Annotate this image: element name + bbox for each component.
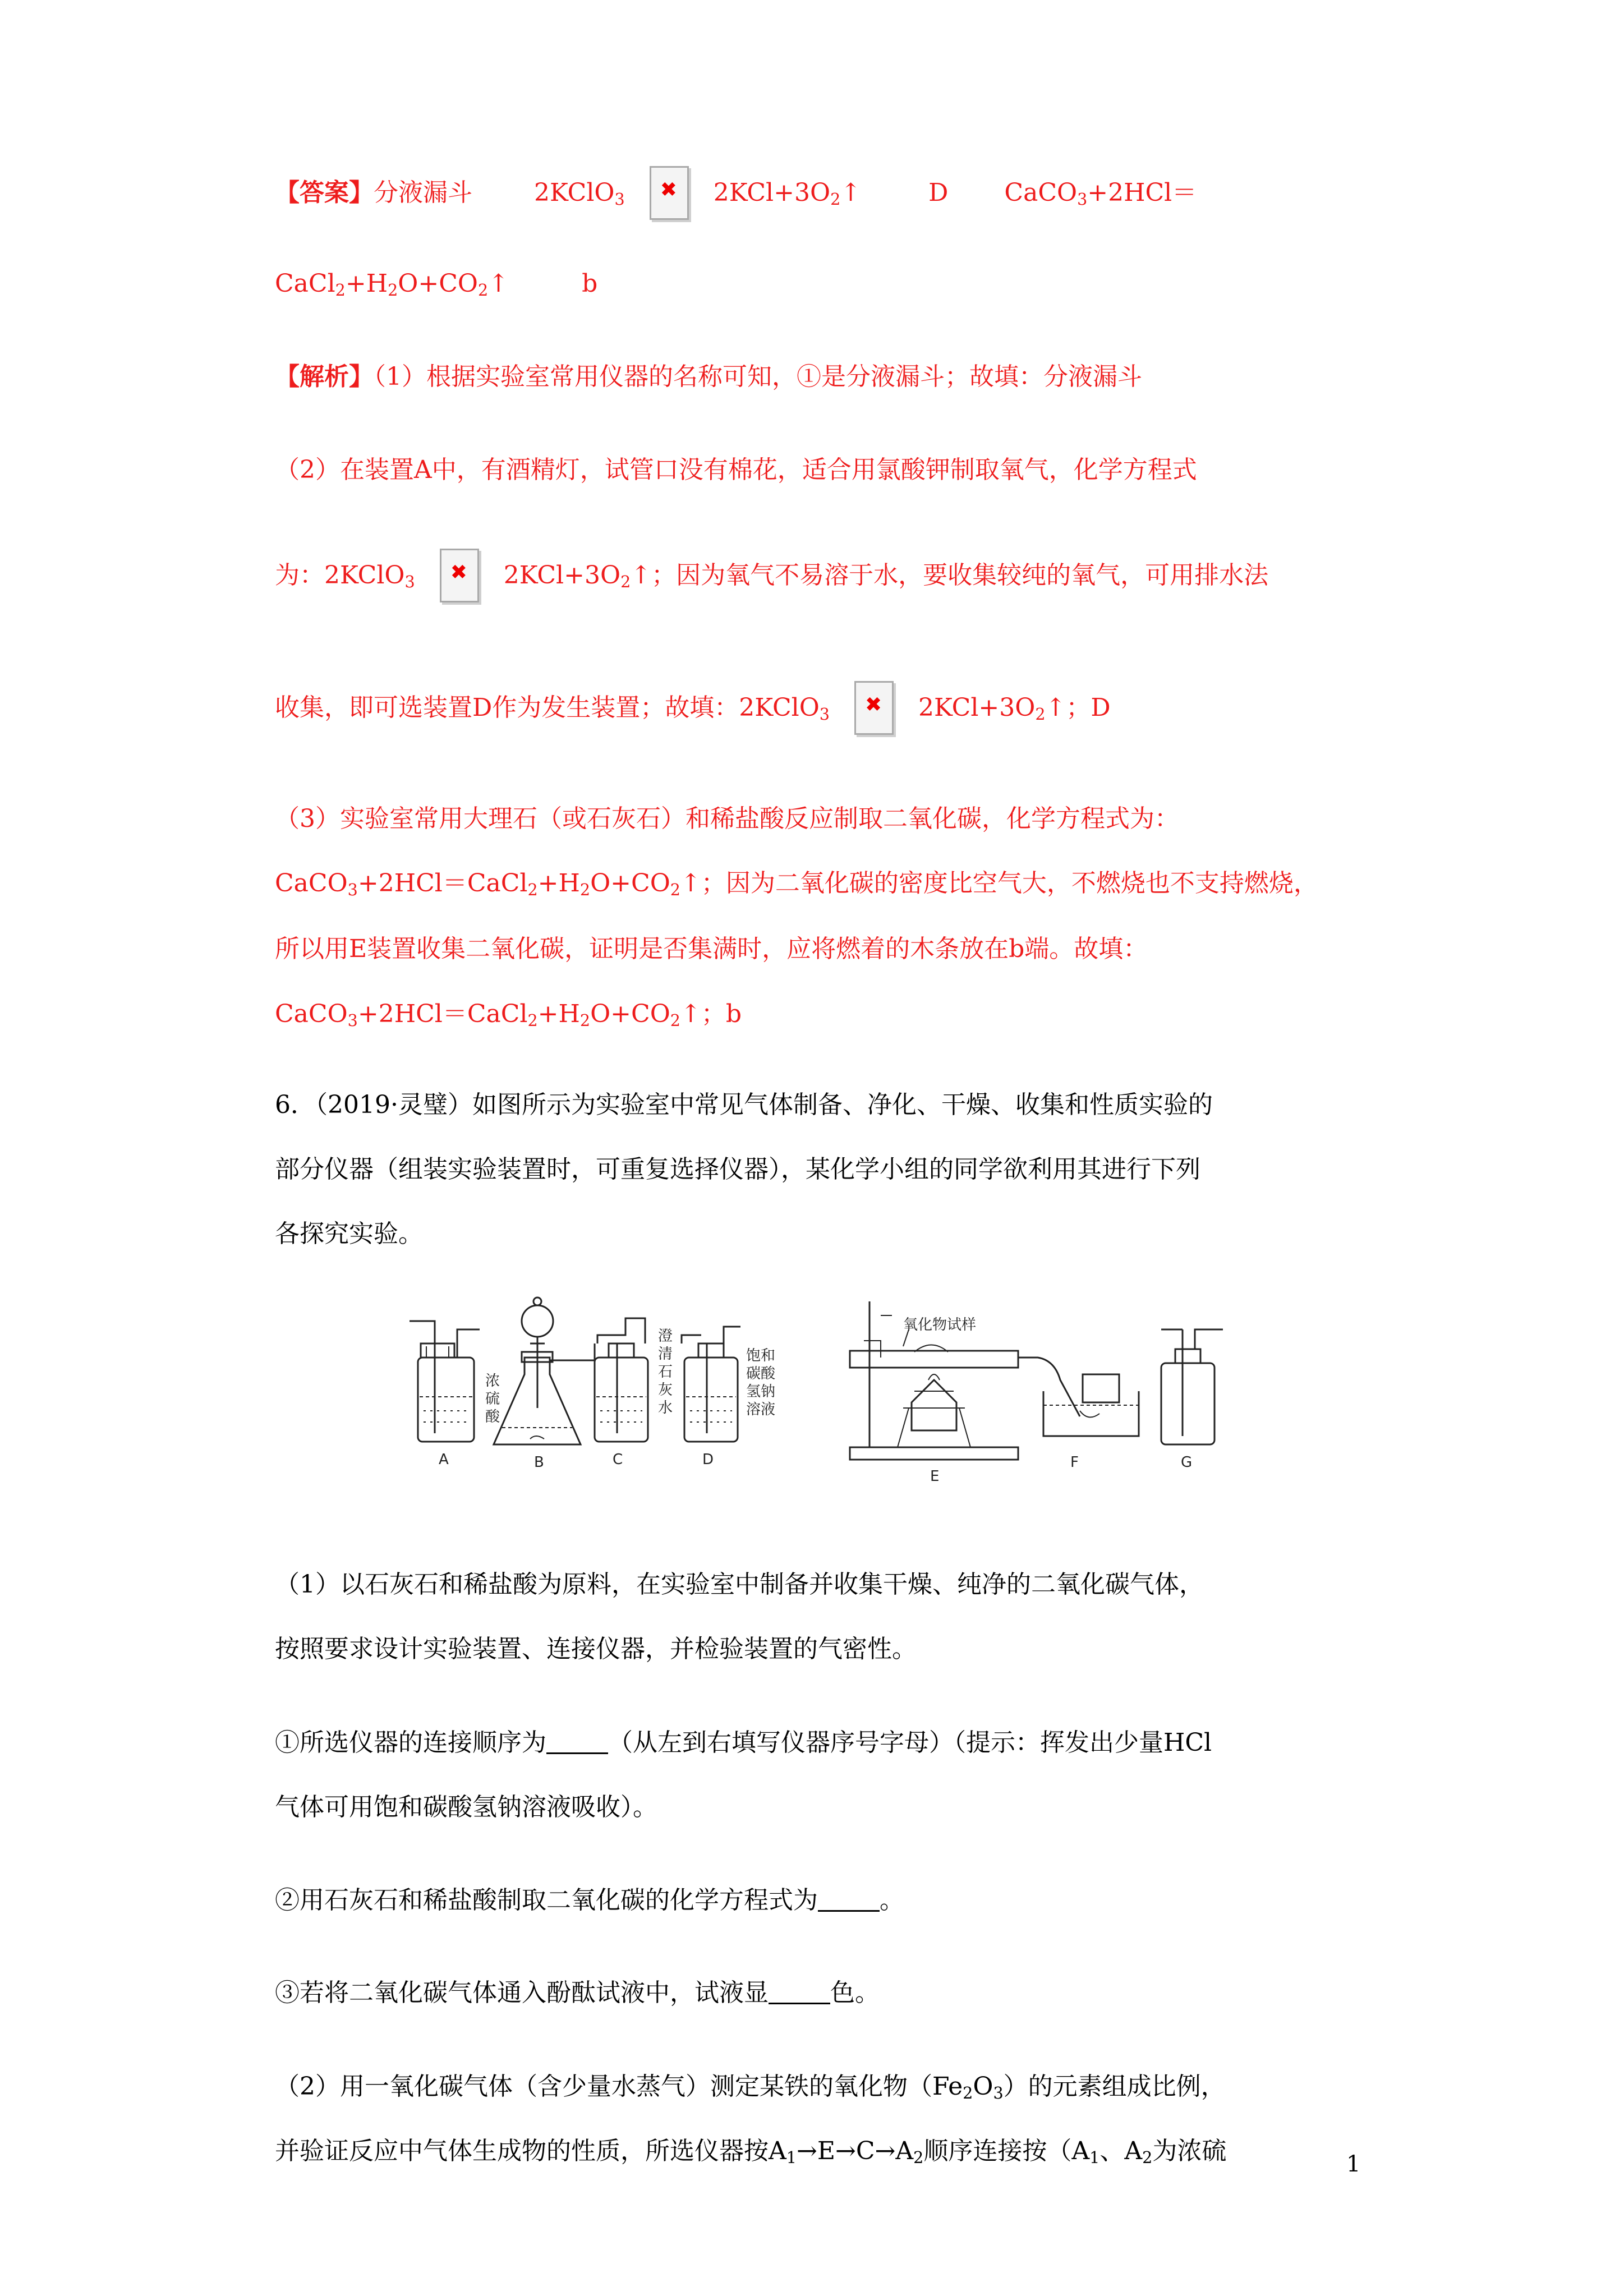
label-c-text-4: 灰 [658,1382,673,1398]
answer-2-formula: 2KClO [534,178,615,207]
formula-tail: +2HCl＝ [1087,178,1197,207]
analysis-p7: 所以用E装置收集二氧化碳，证明是否集满时，应将燃着的木条放在b端。故填： [275,935,1148,963]
question-text: →E→C→A [796,2137,914,2165]
question-text: 、A [1099,2137,1143,2165]
label-a-text-3: 酸 [485,1409,500,1425]
label-e-sample: 氧化物试样 [903,1317,977,1333]
subscript: 2 [527,880,538,900]
analysis-text: （1）根据实验室常用仪器的名称可知，①是分液漏斗；故填：分液漏斗 [374,362,1142,391]
formula-part: O+CO [398,269,478,298]
analysis-text: ↑；D [1045,693,1111,722]
subscript: 2 [670,1011,680,1030]
arrow: ↑ [840,178,862,207]
formula-part: CaCO [275,869,348,898]
subscript: 3 [819,705,830,724]
analysis-p5: （3）实验室常用大理石（或石灰石）和稀盐酸反应制取二氧化碳，化学方程式为： [275,804,1179,833]
subq1-line-2: 按照要求设计实验装置、连接仪器，并检验装置的气密性。 [275,1635,917,1663]
label-d-text-1: 饱和 [746,1347,776,1364]
subscript: 1 [786,2148,797,2168]
analysis-text: 为：2KClO [275,561,405,590]
subscript: 2 [670,880,680,900]
label-e: E [930,1468,940,1485]
question-text: ）的元素组成比例， [1003,2072,1226,2101]
analysis-p4 [275,681,1111,735]
subscript: 3 [347,1011,358,1030]
label-d-text-4: 溶液 [746,1401,776,1418]
formula-part: +2HCl＝CaCl [357,1000,528,1028]
apparatus-figure [410,1296,1229,1498]
subscript: 2 [388,280,398,300]
subscript: 2 [477,280,489,300]
subq1-q2 [275,1884,904,1917]
answer-tag: 【答案】 [275,178,374,207]
formula-part: CaCl [275,269,335,298]
subscript: 2 [579,880,591,900]
answer-blank[interactable] [546,1730,608,1754]
subscript: 2 [620,572,631,592]
question-text: 色。 [830,1978,880,2007]
analysis-p2: （2）在装置A中，有酒精灯，试管口没有棉花，适合用氯酸钾制取氧气，化学方程式 [275,455,1197,484]
subscript: 2 [963,2083,973,2103]
label-a: A [439,1451,449,1468]
question-text: ①所选仪器的连接顺序为 [275,1728,546,1757]
apparatus-b [494,1297,595,1471]
analysis-text: ↑；b [680,1000,742,1028]
analysis-tag: 【解析】 [275,362,374,391]
subscript: 3 [993,2083,1004,2103]
subq1-q1-line-1 [275,1726,1212,1760]
question-text: ②用石灰石和稀盐酸制取二氧化碳的化学方程式为 [275,1886,818,1915]
label-d-text-3: 氢钠 [746,1383,776,1400]
label-f: F [1070,1454,1079,1471]
subscript: 2 [579,1011,591,1030]
apparatus-e [850,1301,1018,1485]
question-text: 。 [880,1886,904,1915]
subq1-q3 [275,1976,880,2010]
question-text: （从左到右填写仪器序号字母）（提示：挥发出少量HCl [608,1728,1212,1757]
analysis-p1 [275,360,1142,394]
label-c-text-3: 石 [658,1364,673,1381]
analysis-text: ↑；因为二氧化碳的密度比空气大，不燃烧也不支持燃烧， [680,869,1318,898]
subscript: 2 [830,190,841,209]
question-text: 为浓硫 [1152,2137,1227,2165]
label-d-text-2: 碳酸 [746,1365,776,1382]
subscript: 3 [1077,190,1088,209]
apparatus-g [1161,1329,1223,1471]
question-text: ③若将二氧化碳气体通入酚酞试液中，试液显 [275,1978,769,2007]
formula-part: O+CO [590,1000,670,1028]
label-c-text-1: 澄 [658,1328,673,1345]
subscript: 2 [1035,705,1046,724]
subscript: 3 [614,190,625,209]
apparatus-c [595,1318,673,1468]
subscript: 2 [1142,2148,1153,2168]
formula-part: +2HCl＝CaCl [357,869,528,898]
label-c-text-5: 水 [658,1400,673,1416]
subscript: 2 [527,1011,538,1030]
answer-4-formula: CaCO [1004,178,1078,207]
answer-blank[interactable] [818,1888,880,1912]
label-a-text-1: 浓 [485,1373,500,1389]
subscript: 3 [404,572,415,592]
formula-part: +H [537,1000,580,1028]
broken-image-icon [650,166,689,220]
apparatus-d [682,1327,776,1468]
question-6-line-1: 6．（2019·灵璧）如图所示为实验室中常见气体制备、净化、干燥、收集和性质实验的 [275,1091,1213,1119]
subscript: 2 [335,280,346,300]
answer-1: 分液漏斗 [374,178,472,207]
answer-line-1 [275,166,1197,220]
analysis-text: 2KCl+3O [918,693,1036,722]
question-6-line-3: 各探究实验。 [275,1220,423,1248]
analysis-text: 收集，即可选装置D作为发生装置；故填：2KClO [275,693,820,722]
subq1-line-1: （1）以石灰石和稀盐酸为原料，在实验室中制备并收集干燥、纯净的二氧化碳气体， [275,1570,1204,1599]
apparatus-f [1018,1358,1139,1471]
formula-part: +H [345,269,388,298]
answer-3: D [928,178,949,207]
answer-blank[interactable] [769,1980,830,2004]
question-text: 并验证反应中气体生成物的性质，所选仪器按A [275,2137,786,2165]
formula-part: CaCO [275,1000,348,1028]
label-d: D [702,1451,714,1468]
analysis-text: 2KCl+3O [503,561,621,590]
subscript: 3 [347,880,358,900]
answer-line-2 [275,267,597,301]
subq2-line-1 [275,2070,1226,2104]
subq1-q1-line-2: 气体可用饱和碳酸氢钠溶液吸收）。 [275,1793,657,1821]
question-text: （2）用一氧化碳气体（含少量水蒸气）测定某铁的氧化物（Fe [275,2072,963,2101]
question-text: O [973,2072,993,2101]
subscript: 2 [913,2148,924,2168]
broken-image-icon [440,549,479,602]
answer-5: b [582,269,598,298]
subscript: 1 [1089,2148,1100,2168]
formula-part: O+CO [590,869,670,898]
apparatus-a [410,1321,500,1468]
subq2-line-2 [275,2134,1226,2168]
label-c-text-2: 清 [658,1346,673,1363]
analysis-p3 [275,549,1268,602]
question-6-line-2: 部分仪器（组装实验装置时，可重复选择仪器），某化学小组的同学欲利用其进行下列 [275,1155,1200,1184]
broken-image-icon [854,681,894,735]
question-text: 顺序连接按（A [923,2137,1090,2165]
label-b: B [534,1454,544,1471]
page-number: 1 [1346,2151,1361,2177]
analysis-p6 [275,867,1318,900]
analysis-text: ↑；因为氧气不易溶于水，要收集较纯的氧气，可用排水法 [631,561,1269,590]
answer-2-product: 2KCl+3O [713,178,831,207]
label-c: C [613,1451,623,1468]
label-a-text-2: 硫 [485,1391,500,1407]
arrow: ↑ [488,269,509,298]
analysis-p8 [275,997,742,1031]
formula-part: +H [537,869,580,898]
label-g: G [1181,1454,1193,1471]
